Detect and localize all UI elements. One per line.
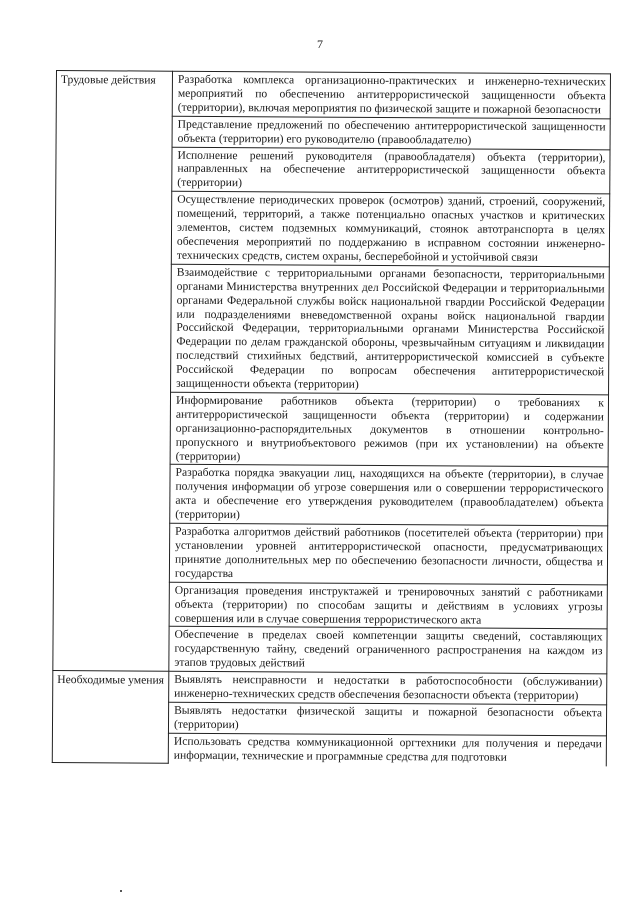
labor-action-item: Информирование работников объекта (территории) о требованиях к антитеррористической защищенности объекта (территории) и содержании организационно-распорядительных документов в отношении контрольно-пропускного и внутриобъектового режимов (при их установлении) на объекте (территории) <box>170 392 608 467</box>
table-row <box>53 671 607 705</box>
labor-action-item: Обеспечение в пределах своей компетенции защиты сведений, составляющих государственную тайну, сведений ограниченного распространения на каждом из этапов трудовых действий <box>169 627 607 674</box>
skill-item: Использовать средства коммуникационной оргтехники для получения и передачи информации, технические и программные средства для подготовки <box>168 733 606 766</box>
scan-artifact <box>120 890 122 892</box>
labor-action-item: Разработка алгоритмов действий работников (посетителей объекта (территории) при установлении уровней антитеррористической опасности, предусматривающих принятие дополнительных мер по обеспечению безопасности личности, общества и государства <box>169 523 607 584</box>
section-label-labor-actions: Трудовые действия <box>53 71 173 672</box>
table-row <box>56 71 610 119</box>
labor-action-item: Исполнение решений руководителя (правообладателя) объекта (территории), направленных на обеспечение антитеррористической защищенности объекта (территории) <box>172 147 610 194</box>
labor-action-item: Взаимодействие с территориальными органами безопасности, территориальными органами Министерства внутренних дел Российской Федерации и территориальными органами Федеральной службы войск национальной гвардии Российской Федерации или подразделениями вневедомственной охраны войск национальной гвардии Российской Федерации, территориальными органами Министерства Российской Федерации по делам гражданской обороны, чрезвычайным ситуациям и ликвидации последствий стихийных бедствий, антитеррористической комиссией в субъекте Российской Федерации по вопросам обеспечения антитеррористической защищенности объекта (территории) <box>171 264 610 395</box>
labor-action-item: Разработка порядка эвакуации лиц, находящихся на объекте (территории), в случае получения информации об угрозе совершения или о совершении террористического акта и обеспечение его утверждения руководителем (правообладателем) объекта (территории) <box>170 465 608 526</box>
labor-action-item: Разработка комплекса организационно-практических и инженерно-технических мероприятий по обеспечению антитеррористической защищенности объекта (территории), включая мероприятия по физической защите и пожарной безопасности <box>172 71 610 118</box>
labor-action-item: Представление предложений по обеспечению антитеррористической защищенности объекта (территории) его руководителю (правообладателю) <box>172 116 610 149</box>
labor-action-item: Организация проведения инструктажей и тренировочных занятий с работниками объекта (территории) по способам защиты и действиям в условиях угрозы совершения или в случае совершения террористического акта <box>169 582 607 629</box>
section-label-required-skills: Необходимые умения <box>52 671 169 764</box>
skill-item: Выявлять недостатки физической защиты и пожарной безопасности объекта (территории) <box>168 702 606 735</box>
qualification-table <box>52 70 611 766</box>
page-number: 7 <box>317 37 323 51</box>
skill-item: Выявлять неисправности и недостатки в работоспособности (обслуживании) инженерно-технических средств обеспечения безопасности объекта (территории) <box>169 671 607 704</box>
labor-action-item: Осуществление периодических проверок (осмотров) зданий, строений, сооружений, помещений, территорий, а также потенциально опасных участков и критических элементов, систем подземных коммуникаций, стоянок автотранспорта в целях обеспечения мероприятий по поддержанию в исправном состоянии инженерно-технических средств, систем охраны, бесперебойной и устойчивой связи <box>171 191 609 266</box>
